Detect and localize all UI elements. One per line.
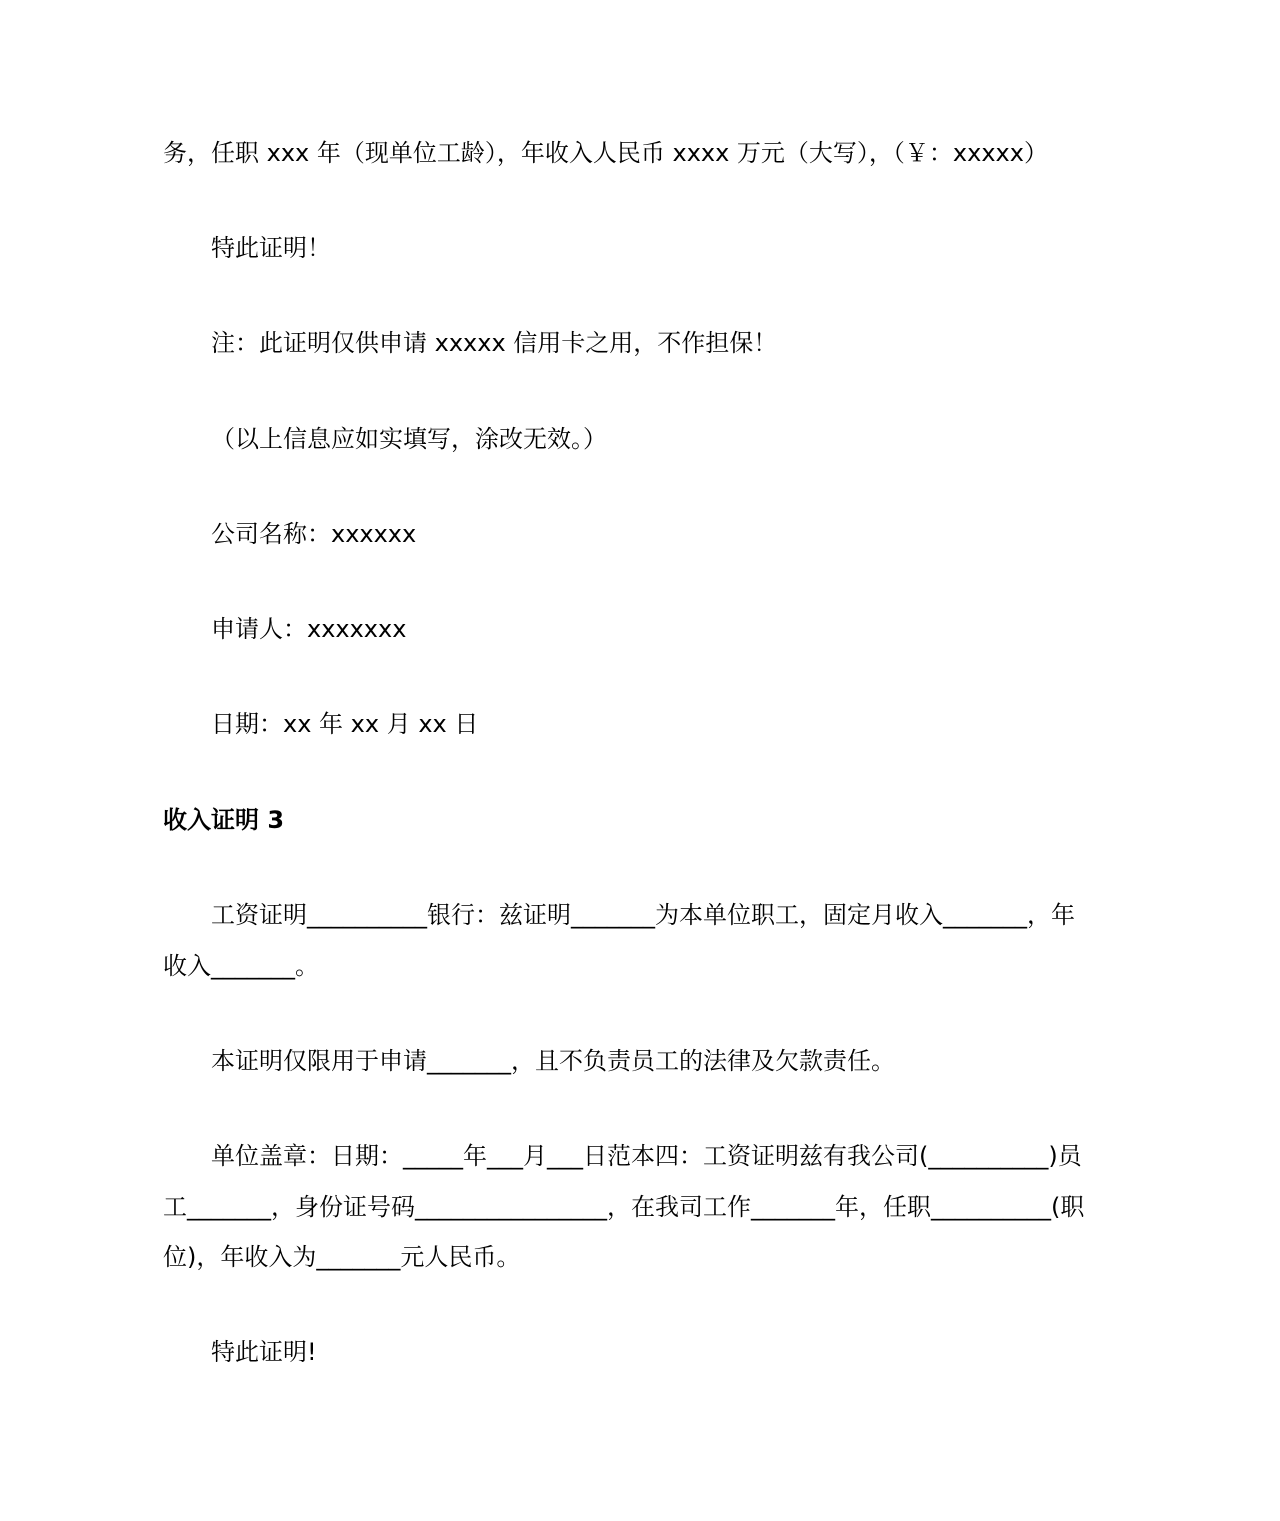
certify-line-1: 特此证明！ bbox=[211, 234, 331, 262]
certify-line-2: 特此证明! bbox=[211, 1338, 317, 1366]
truthful-notice: （以上信息应如实填写，涂改无效。） bbox=[211, 425, 607, 453]
continuation-line: 务，任职 xxx 年（现单位工龄），年收入人民币 xxxx 万元（大写），（￥：xxxxx） bbox=[163, 139, 1048, 167]
note-line: 注：此证明仅供申请 xxxxx 信用卡之用，不作担保！ bbox=[211, 329, 778, 357]
paragraph-1-line-1: 工资证明__________银行：兹证明_______为本单位职工，固定月收入_______，年 bbox=[211, 901, 1075, 929]
applicant-line: 申请人：xxxxxxx bbox=[211, 615, 407, 643]
paragraph-3-line-3: 位)，年收入为_______元人民币。 bbox=[163, 1243, 521, 1271]
paragraph-3-line-1: 单位盖章：日期：_____年___月___日范本四：工资证明兹有我公司(__________)员 bbox=[211, 1142, 1082, 1170]
date-line: 日期：xx 年 xx 月 xx 日 bbox=[211, 710, 479, 738]
paragraph-2: 本证明仅限用于申请_______，且不负责员工的法律及欠款责任。 bbox=[211, 1047, 895, 1075]
section-heading: 收入证明 3 bbox=[163, 806, 285, 834]
paragraph-1-line-2: 收入_______。 bbox=[163, 952, 319, 980]
company-name-line: 公司名称：xxxxxx bbox=[211, 520, 417, 548]
paragraph-3-line-2: 工_______，身份证号码________________，在我司工作_______年，任职__________(职 bbox=[163, 1193, 1085, 1221]
